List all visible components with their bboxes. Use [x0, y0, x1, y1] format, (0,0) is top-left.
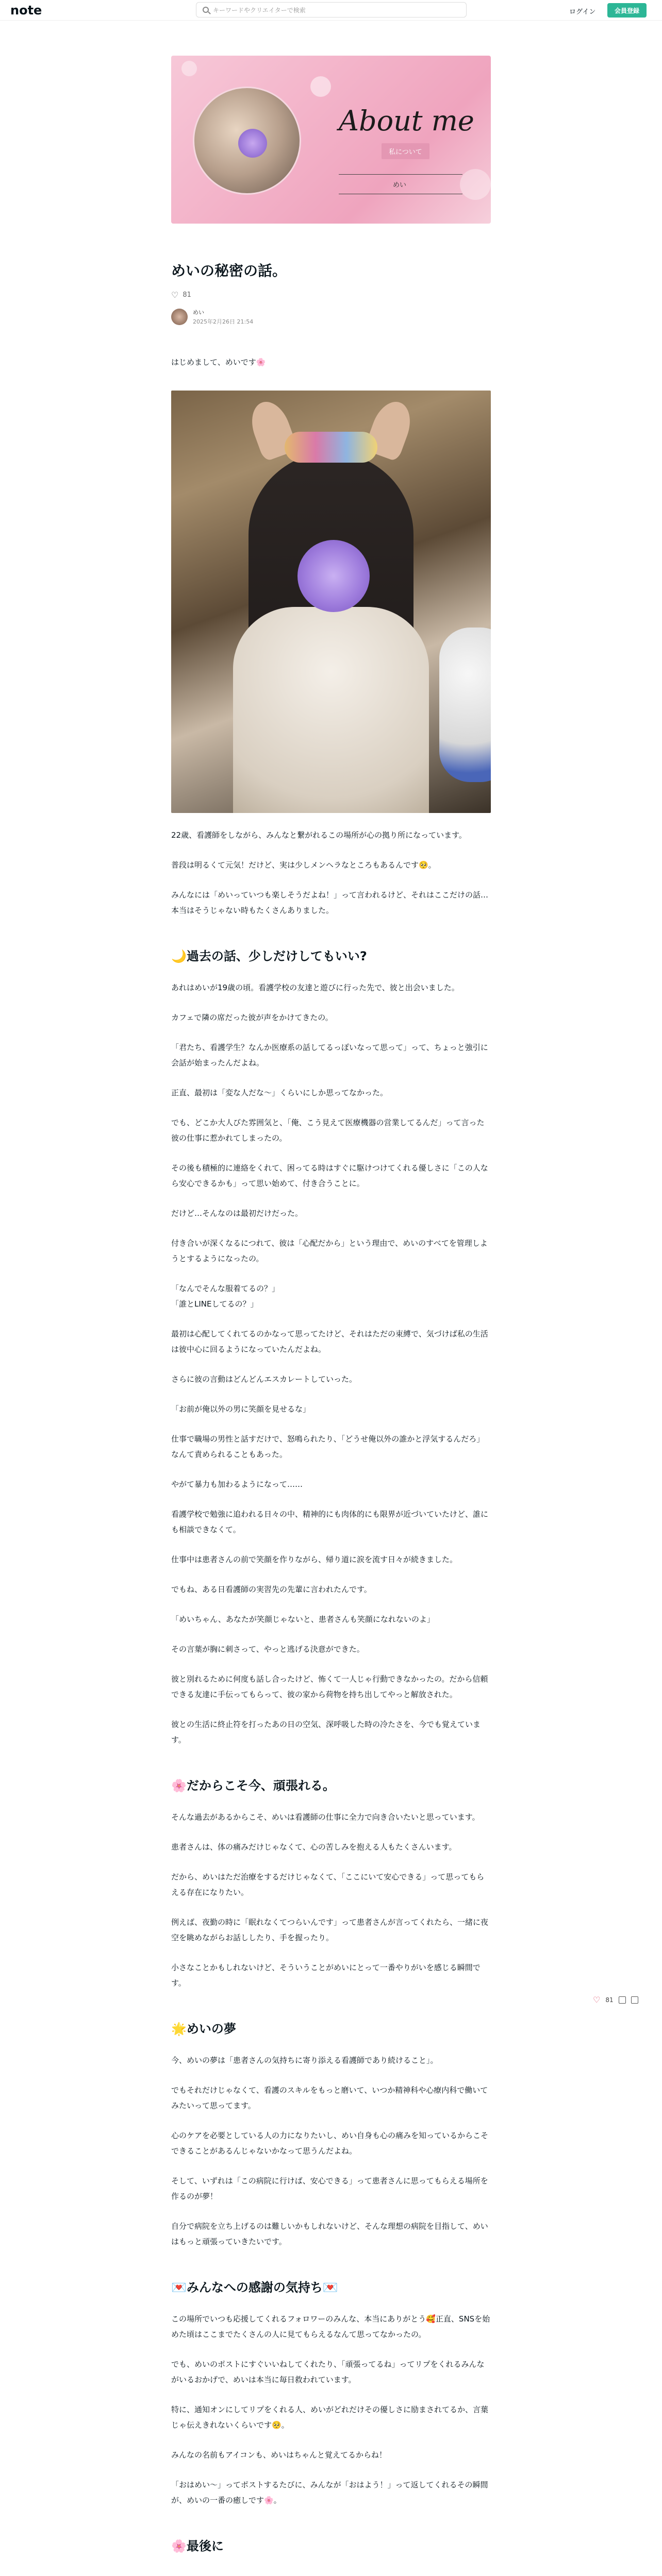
paragraph: でもそれだけじゃなくて、看護のスキルをもっと磨いて、いつか精神科や心療内科で働いてみたいって思ってます。 — [171, 2086, 488, 2111]
post-date: 2025年2月26日 21:54 — [193, 318, 254, 326]
paragraph: 彼との生活に終止符を打ったあの日の空気、深呼吸した時の冷たさを、今でも覚えています。 — [171, 1720, 481, 1745]
paragraph: でも、めいのポストにすぐいいねしてくれたり、「頑張ってるね」ってリプをくれるみんながいるおかげで、めいは本当に毎日救われています。 — [171, 2360, 485, 2385]
like-row[interactable] — [171, 290, 491, 300]
paragraph: 22歳、看護師をしながら、みんなと繋がれるこの場所が心の拠り所になっています。 — [171, 831, 467, 840]
paragraph: 心のケアを必要としている人の力になりたいし、めい自身も心の痛みを知っているからこそできることがあるんじゃないかなって思うんだよね。 — [171, 2131, 489, 2156]
section-heading: 🌙過去の話、少しだけしてもいい? — [171, 949, 367, 964]
paragraph: やがて暴力も加わるようになって…… — [171, 1480, 303, 1489]
paragraph: 自分で病院を立ち上げるのは難しいかもしれないけど、そんな理想の病院を目指して、めいはもっと頑張っていきたいです。 — [171, 2222, 488, 2247]
paragraph: でも、どこか大人びた雰囲気と、「俺、こう見えて医療機器の営業してるんだ」って言った彼の仕事に惹かれてしまったの。 — [171, 1118, 485, 1143]
note-logo[interactable]: note — [10, 3, 42, 18]
paragraph: 付き合いが深くなるにつれて、彼は「心配だから」という理由で、めいのすべてを管理しようとするようになったの。 — [171, 1239, 488, 1264]
floating-action-bar — [593, 1995, 638, 2005]
paragraph: 看護学校で勉強に追われる日々の中、精神的にも肉体的にも限界が近づいていたけど、誰にも相談できなくて。 — [171, 1510, 489, 1535]
bokeh-decoration — [310, 76, 331, 97]
mascot — [439, 628, 491, 782]
search-placeholder: キーワードやクリエイターで検索 — [213, 6, 306, 14]
paragraph: さらに彼の言動はどんどんエスカレートしていった。 — [171, 1375, 357, 1384]
author-name[interactable]: めい — [193, 309, 204, 316]
paragraph: だけど…そんなのは最初だけだった。 — [171, 1209, 303, 1218]
paragraph: その後も積極的に連絡をくれて、困ってる時はすぐに駆けつけてくれる優しさに「この人なら安心できるかも」って思い始めて、付き合うことに。 — [171, 1163, 488, 1189]
paragraph: 今、めいの夢は「患者さんの気持ちに寄り添える看護師であり続けること」。 — [171, 2056, 438, 2065]
search-icon — [203, 7, 209, 13]
search-box[interactable] — [196, 2, 467, 18]
floating-like-count: 81 — [605, 1996, 614, 2004]
comment-icon[interactable] — [619, 1996, 626, 2004]
paragraph: 仕事中は患者さんの前で笑顔を作りながら、帰り道に涙を流す日々が続きました。 — [171, 1555, 458, 1565]
site-header — [0, 0, 662, 21]
login-button[interactable]: ログイン — [569, 8, 596, 16]
section-heading: 💌みんなへの感謝の気持ち💌 — [171, 2280, 338, 2295]
hero-subtitle: 私について — [382, 143, 429, 159]
flower-crown — [285, 432, 377, 463]
share-icon[interactable] — [631, 1996, 638, 2004]
section-heading: 🌸最後に — [171, 2539, 224, 2554]
article-body — [171, 354, 491, 2555]
paragraph: その言葉が胸に刺さって、やっと逃げる決意ができた。 — [171, 1645, 365, 1654]
hero-title: About me — [339, 105, 474, 137]
paragraph: 「めいちゃん、あなたが笑顔じゃないと、患者さんも笑顔になれないのよ」 — [171, 1615, 435, 1624]
bokeh-decoration — [460, 169, 491, 200]
paragraph: でもね、ある日看護師の実習先の先輩に言われたんです。 — [171, 1585, 372, 1595]
paragraph: はじめまして、めいです🌸 — [171, 358, 266, 367]
paragraph: 例えば、夜勤の時に「眠れなくてつらいんです」って患者さんが言ってくれたら、一緒に夜空を眺めながらお話ししたり、手を握ったり。 — [171, 1918, 489, 1943]
heart-icon[interactable]: ♡ — [171, 290, 179, 300]
paragraph: 患者さんは、体の痛みだけじゃなくて、心の苦しみを抱える人もたくさんいます。 — [171, 1842, 457, 1852]
hero-image — [171, 56, 491, 224]
paragraph: 彼と別れるために何度も話し合ったけど、怖くて一人じゃ行動できなかったの。だから信頼できる友達に手伝ってもらって、彼の家から荷物を持ち出してやっと解放された。 — [171, 1674, 488, 1700]
article-photo — [171, 391, 491, 813]
paragraph: だから、めいはただ治療をするだけじゃなくて、「ここにいて安心できる」って思ってもらえる存在になりたい。 — [171, 1872, 485, 1897]
paragraph: 普段は明るくて元気！だけど、実は少しメンヘラなところもあるんです🥺。 — [171, 860, 436, 870]
heart-icon[interactable]: ♡ — [593, 1995, 601, 2005]
paragraph: 「君たち、看護学生？なんか医療系の話してるっぽいなって思って」って、ちょっと強引に会話が始まったんだよね。 — [171, 1043, 488, 1068]
face-sticker — [238, 129, 267, 158]
paragraph: 「なんでそんな服着てるの？」 「誰とLINEしてるの？」 — [171, 1284, 280, 1309]
paragraph: そして、いずれは「この病院に行けば、安心できる」って患者さんに思ってもらえる場所を作るのが夢！ — [171, 2176, 488, 2201]
face-sticker — [297, 540, 370, 612]
paragraph: 「お前が俺以外の男に笑顔を見せるな」 — [171, 1404, 311, 1414]
coat — [233, 607, 429, 813]
paragraph: みんなには「めいっていつも楽しそうだよね！」って言われるけど、それはここだけの話…本当はそうじゃない時もたくさんありました。 — [171, 890, 489, 916]
paragraph: 最初は心配してくれてるのかなって思ってたけど、それはただの束縛で、気づけば私の生活は彼中心に回るようになっていたんだよね。 — [171, 1329, 488, 1354]
section-heading: 🌸だからこそ今、頑張れる。 — [171, 1778, 335, 1793]
article — [171, 56, 491, 2555]
paragraph: 小さなことかもしれないけど、そういうことがめいにとって一番やりがいを感じる瞬間です。 — [171, 1963, 481, 1988]
section-heading: 🌟めいの夢 — [171, 2022, 236, 2037]
paragraph: 特に、通知オンにしてリプをくれる人、めいがどれだけその優しさに励まされてるか、言葉じゃ伝えきれないくらいです🥺。 — [171, 2405, 489, 2430]
divider — [339, 174, 462, 175]
paragraph: この場所でいつも応援してくれるフォロワーのみんな、本当にありがとう🥰正直、SNSを始めた頃はここまでたくさんの人に見てもらえるなんて思ってなかったの。 — [171, 2314, 490, 2340]
bokeh-decoration — [181, 61, 197, 76]
paragraph: 仕事で職場の男性と話すだけで、怒鳴られたり、「どうせ俺以外の誰かと浮気するんだろ」なんて責められることもあった。 — [171, 1434, 485, 1460]
paragraph: そんな過去があるからこそ、めいは看護師の仕事に全力で向き合いたいと思っています。 — [171, 1812, 480, 1822]
hero-name: めい — [393, 181, 407, 189]
like-count: 81 — [183, 291, 191, 299]
paragraph: 「おはめい〜」ってポストするたびに、みんなが「おはよう！」って返してくれるその瞬間が、めいの一番の癒しです🌸。 — [171, 2480, 488, 2505]
author-info[interactable] — [171, 308, 491, 326]
avatar[interactable] — [171, 309, 188, 325]
signup-button[interactable]: 会員登録 — [607, 3, 647, 18]
paragraph: 正直、最初は「変な人だな〜」くらいにしか思ってなかった。 — [171, 1088, 388, 1098]
paragraph: カフェで隣の席だった彼が声をかけてきたの。 — [171, 1013, 333, 1023]
paragraph: あれはめいが19歳の頃。看護学校の友達と遊びに行った先で、彼と出会いました。 — [171, 983, 459, 993]
article-title: めいの秘密の話。 — [171, 262, 287, 279]
paragraph: みんなの名前もアイコンも、めいはちゃんと覚えてるからね！ — [171, 2450, 387, 2460]
